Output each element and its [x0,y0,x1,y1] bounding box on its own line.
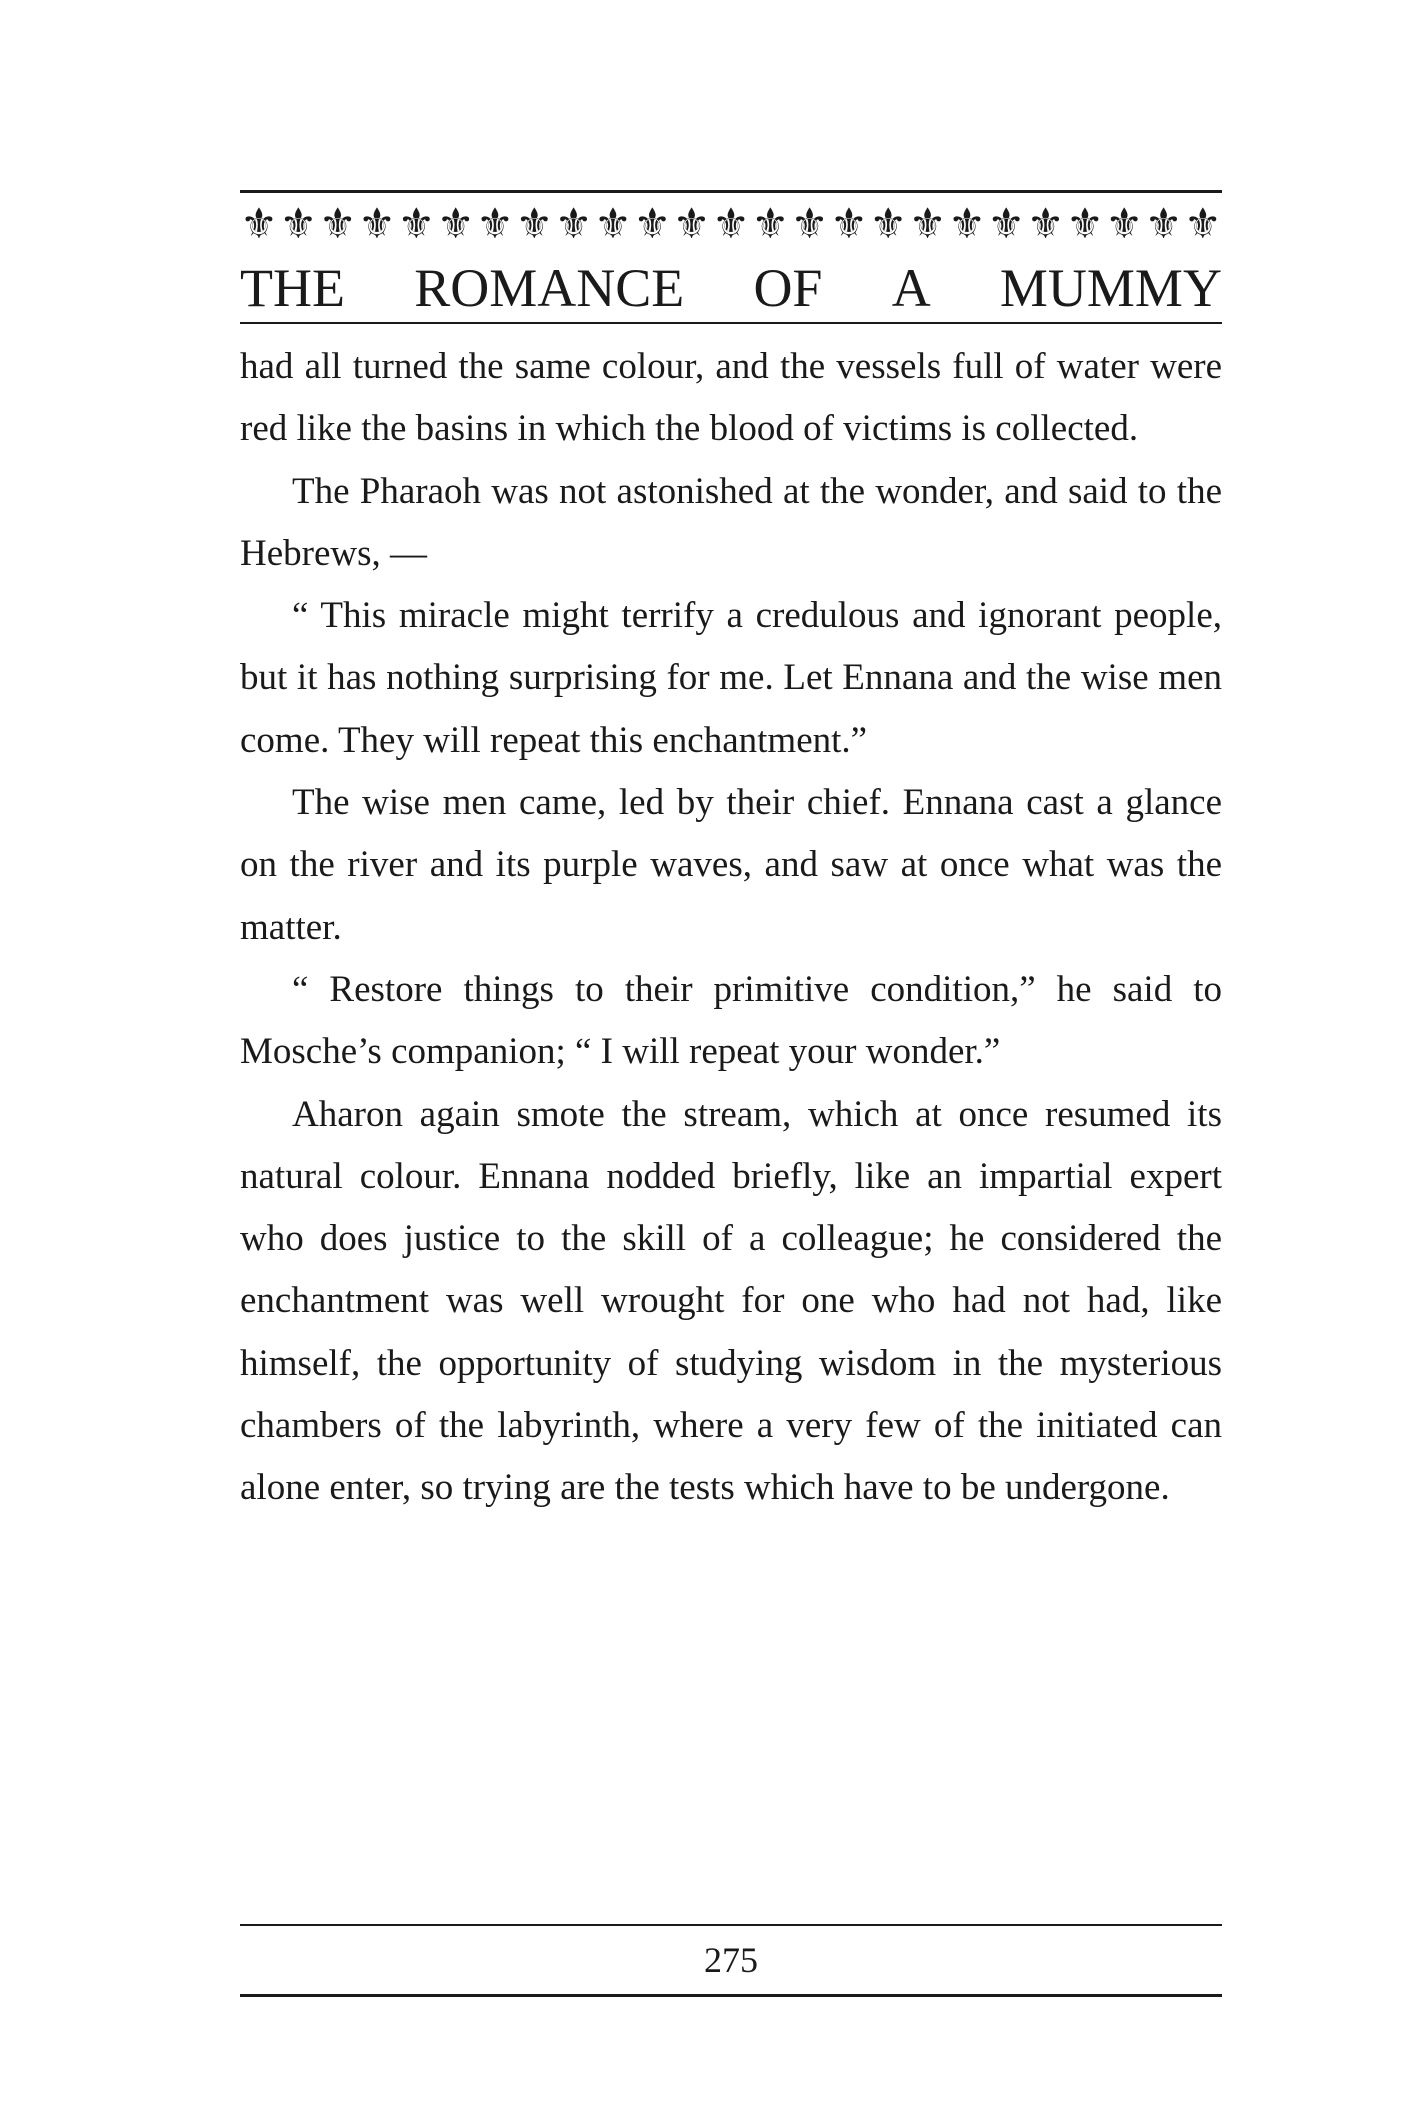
ornament-border [240,200,1222,250]
fleur-de-lis-icon: ⚜ [554,202,593,248]
paragraph: “ Restore things to their primitive condition,” he said to Mosche’s companion; “ I will repeat your wonder.” [240,968,1222,1073]
paragraph: “ This miracle might terrify a credulous and ignorant people, but it has nothing surprising for me. Let Ennana and the wise men come. They will repeat this enchantment.” [240,595,1222,761]
running-head-word: MUMMY [999,258,1222,318]
paragraph: The wise men came, led by their chief. Ennana cast a glance on the river and its purple waves, and saw at once what was the matter. [240,782,1222,948]
fleur-de-lis-icon: ⚜ [1066,202,1104,248]
header-bottom-rule [240,322,1222,324]
paragraph: Aharon again smote the stream, which at once resumed its natural colour. Ennana nodded briefly, like an impartial expert who does justice to the skill of a colleague; he considered the enchantment was well wrought for one who had not had, like himself, the opportunity of studying wisdom in the mysterious chambers of the labyrinth, where a very few of the initiated can alone enter, so trying are the tests which have to be undergone. [240,1093,1222,1509]
fleur-de-lis-icon: ⚜ [790,202,829,248]
fleur-de-lis-icon: ⚜ [594,202,632,248]
fleur-de-lis-icon: ⚜ [1184,202,1222,248]
fleur-de-lis-icon: ⚜ [948,202,986,248]
paragraph: The Pharaoh was not astonished at the wonder, and said to the Hebrews, — [240,470,1222,574]
fleur-de-lis-icon: ⚜ [751,202,790,248]
fleur-de-lis-icon: ⚜ [987,202,1026,248]
running-head-word: ROMANCE [414,258,685,318]
fleur-de-lis-icon: ⚜ [712,202,750,248]
fleur-de-lis-icon: ⚜ [1105,202,1144,248]
fleur-de-lis-icon: ⚜ [515,202,554,248]
fleur-de-lis-icon: ⚜ [358,202,396,248]
running-head-word: OF [753,258,823,318]
fleur-de-lis-icon: ⚜ [1026,202,1065,248]
running-head-word: THE [240,258,345,318]
body-text [240,336,1222,1520]
fleur-de-lis-icon: ⚜ [869,202,908,248]
fleur-de-lis-icon: ⚜ [633,202,672,248]
fleur-de-lis-icon: ⚜ [240,202,278,248]
footer-bottom-rule [240,1994,1222,1997]
page-number: 275 [704,1940,758,1980]
footer-top-rule [240,1924,1222,1926]
fleur-de-lis-icon: ⚜ [1144,202,1183,248]
fleur-de-lis-icon: ⚜ [279,202,318,248]
fleur-de-lis-icon: ⚜ [397,202,436,248]
running-head [240,258,1222,318]
fleur-de-lis-icon: ⚜ [318,202,357,248]
fleur-de-lis-icon: ⚜ [830,202,868,248]
fleur-de-lis-icon: ⚜ [436,202,475,248]
header-top-rule [240,190,1222,193]
fleur-de-lis-icon: ⚜ [476,202,514,248]
fleur-de-lis-icon: ⚜ [908,202,947,248]
fleur-de-lis-icon: ⚜ [672,202,711,248]
running-head-word: A [891,258,931,318]
paragraph: had all turned the same colour, and the vessels full of water were red like the basins in which the blood of victims is collected. [240,346,1222,450]
